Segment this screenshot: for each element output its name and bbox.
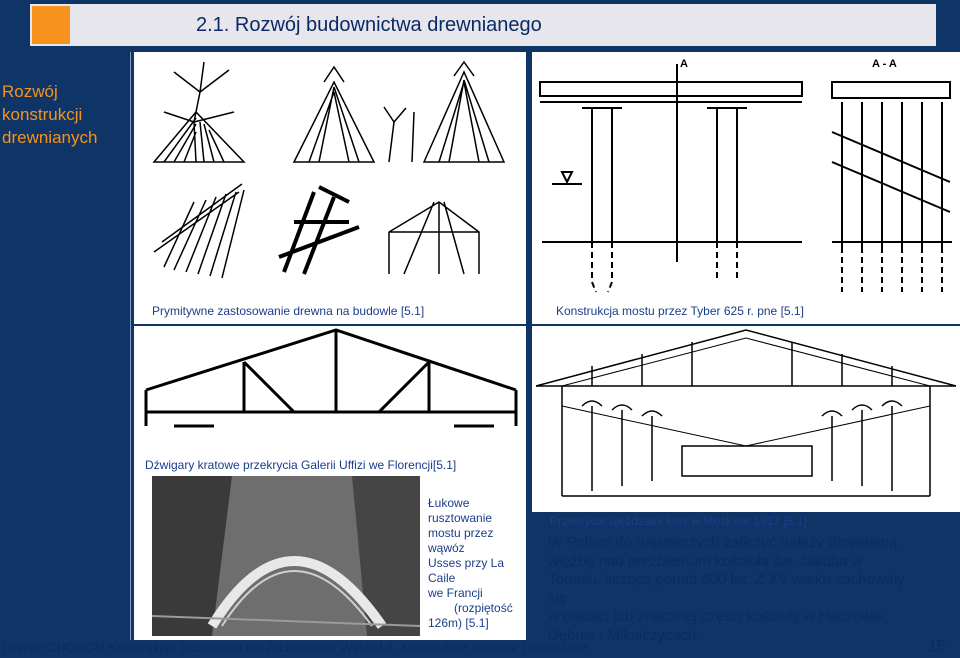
bridge-caption <box>556 304 804 318</box>
arch-caption-line-2: mostu przez wąwóz <box>428 526 494 555</box>
arch-caption-ref: [5.1] <box>465 616 489 630</box>
arch-caption-line-5: (rozpiętość <box>454 601 513 615</box>
arch-caption-line-6-wrap <box>428 616 528 631</box>
bridge-caption-ref: [5.1] <box>780 304 804 318</box>
body-line-3: Toruniu, liczącą ponad 600 lat. Z XV wieku zachowały <box>548 571 905 588</box>
footer-text: Leszek CHODOR Konstrukcje budowlane dla Architektów, Wykład 6. Konstrukcje murowe i drewniane <box>2 640 589 655</box>
tiber-bridge-figure <box>532 52 960 324</box>
riding-hall-figure <box>532 326 960 512</box>
sidebar-divider <box>130 52 131 640</box>
body-line-6: Dębnie i Mikulczycach. <box>548 626 701 644</box>
section-label-a: A <box>680 58 688 70</box>
title-accent-square <box>32 6 70 44</box>
riding-hall-drawing <box>532 326 960 508</box>
arch-scaffold-drawing <box>152 476 420 636</box>
page-title: 2.1. Rozwój budownictwa drewnianego <box>196 14 542 36</box>
section-label-aa: A - A <box>872 58 897 70</box>
uffizi-trusses-drawing <box>134 326 526 452</box>
arch-caption-line-6: 126m) <box>428 616 463 630</box>
arch-scaffold-caption <box>428 496 528 631</box>
uffizi-trusses-figure <box>134 326 526 478</box>
arch-caption-line-3: Usses przy La Caile <box>428 556 505 585</box>
primitive-caption-text: Prymitywne zastosowanie drewna na budowle <box>152 304 398 318</box>
trusses-caption-ref: [5.1] <box>432 458 457 472</box>
body-text <box>548 534 958 645</box>
page-number: 15 <box>928 638 946 655</box>
primitive-caption <box>152 304 424 318</box>
trusses-caption-text: Dźwigary kratowe przekrycia Galerii Uffizi we Florencji <box>145 458 433 472</box>
primitive-structures-drawing <box>134 52 526 302</box>
body-line-4: się <box>548 589 568 607</box>
body-line-1: W Polsce do najstarszych zaliczyć należy drewnianą <box>548 534 898 551</box>
body-line-2: więźbę nad prezbiterium kościoła św. Jakuba w <box>548 552 863 570</box>
primitive-structures-figure <box>134 52 526 324</box>
riding-hall-caption-ref: [5.1] <box>783 514 807 528</box>
bridge-caption-text: Konstrukcja mostu przez Tyber 625 r. pne <box>556 304 778 318</box>
sidebar-label: Rozwój konstrukcji drewnianych <box>2 82 98 147</box>
arch-caption-line-4: we Francji <box>428 586 483 600</box>
tiber-bridge-drawing <box>532 52 960 302</box>
trusses-caption <box>145 458 456 472</box>
riding-hall-caption-text: Przekrycie ujeżdżalni koni w Moskwie 1817 <box>550 514 781 528</box>
primitive-caption-ref: [5.1] <box>400 304 425 318</box>
riding-hall-caption <box>550 514 807 528</box>
body-line-5: w całości lub znacznej części kościoły w Haczowie, <box>548 608 889 625</box>
arch-scaffold-photo <box>152 476 420 636</box>
arch-caption-line-1: Łukowe rusztowanie <box>428 496 493 525</box>
